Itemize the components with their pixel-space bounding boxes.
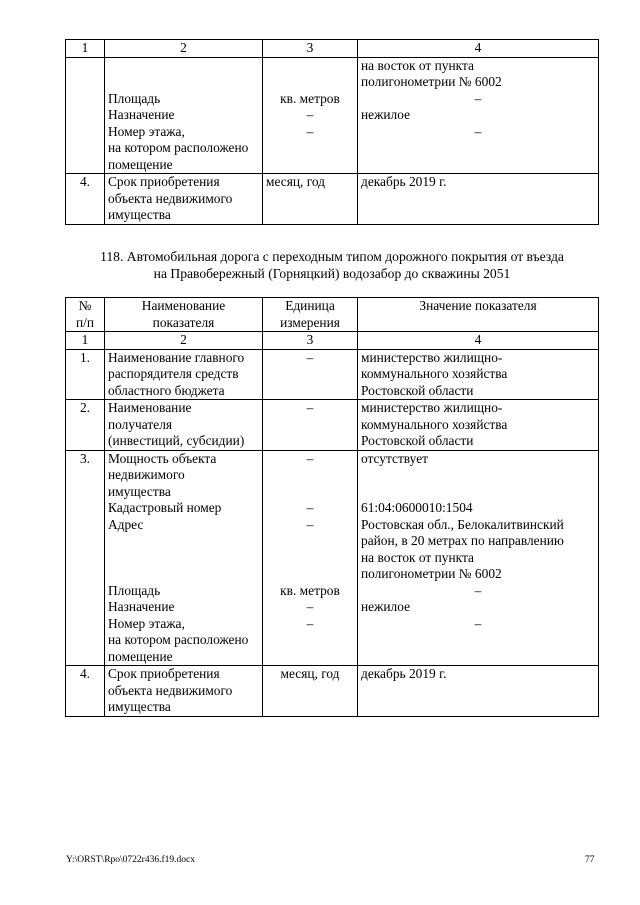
col-num-3: 3 [263,40,358,58]
cell-line: – [306,107,314,122]
cell-line: Назначение [108,599,175,614]
cell-line [266,484,354,501]
cell-line: Наименование главного [108,349,245,365]
cell-line [266,74,354,91]
cell-line: объекта недвижимого [108,190,233,206]
header-line: Единица [285,298,335,313]
cell-line: на восток от пункта [361,549,474,565]
cell-line: Срок приобретения [108,174,220,189]
header-value [358,298,599,332]
cell-line: имущества [108,483,171,499]
table-header-numbers-row [66,40,599,58]
cell-line [266,140,354,157]
cell-line: – [306,599,314,614]
cell-line: Назначение [108,107,175,122]
cell-line: на восток от пункта [361,57,474,73]
cell-line: – [306,349,314,365]
indicators-table [65,297,599,717]
cell-line: полигонометрии № 6002 [361,74,502,89]
cell-line [108,566,259,583]
cell-line: – [306,450,314,466]
cell-line [108,58,259,75]
cell-line [266,649,354,666]
cell-line: – [306,516,314,532]
header-line: п/п [75,314,95,330]
table-body [66,349,599,716]
unit-cell [263,666,358,717]
footer-file-path: Y:\ORST\Rpo\0722r436.f19.docx [66,855,195,865]
indicator-name-cell [105,349,263,400]
cell-line: Адрес [108,516,144,532]
table-header-numbers-row [66,332,599,350]
table-row [66,174,599,225]
cell-line: Ростовской области [361,433,474,448]
cell-line: кв. метров [280,582,340,598]
row-number-cell [66,57,105,174]
table-row [66,400,599,451]
cell-line: кв. метров [280,90,340,106]
value-cell: декабрь 2019 г. [358,174,599,225]
cell-line [108,74,259,91]
table-row [66,450,599,666]
page-number: 77 [585,855,595,865]
cell-line: район, в 20 метрах по направлению [361,533,564,548]
cell-line: полигонометрии № 6002 [361,566,502,581]
unit-cell [263,450,358,666]
cell-line: нежилое [361,599,411,614]
cell-line: областного бюджета [108,382,225,398]
indicator-name-cell [105,57,263,174]
row-number-cell: 3. [66,450,105,666]
table-header-row [66,298,599,332]
table-continued [65,39,599,225]
cell-line: – [306,400,314,415]
cell-line [361,649,595,666]
header-line: измерения [280,314,340,330]
header-unit [263,298,358,332]
cell-line: имущества [108,207,171,222]
cell-line: получателя [108,416,173,432]
unit-cell [263,400,358,451]
cell-line: Наименование [108,400,192,415]
cell-line: помещение [108,156,173,172]
value-cell [358,400,599,451]
cell-line [266,533,354,550]
cell-line [266,58,354,75]
row-number-cell: 4. [66,174,105,225]
header-num [66,298,105,332]
heading-line: 118. Автомобильная дорога с переходным типом дорожного покрытия от въезда [100,249,564,264]
unit-cell: месяц, год [263,174,358,225]
cell-line: – [474,615,482,631]
cell-line: – [474,123,482,139]
table-row [66,349,599,400]
cell-line [266,566,354,583]
cell-line: помещение [108,648,173,664]
row-number-cell: 4. [66,666,105,717]
indicator-name-cell [105,174,263,225]
cell-line: – [306,615,314,631]
value-cell [358,666,599,717]
col-num-4: 4 [358,40,599,58]
cell-line [361,484,595,501]
cell-line: Мощность объекта [108,450,217,466]
col-num-4: 4 [358,332,599,350]
unit-cell [263,57,358,174]
cell-line [266,632,354,649]
cell-line: недвижимого [108,467,185,482]
cell-line: Площадь [108,582,161,598]
cell-line [266,467,354,484]
header-line: Наименование [141,298,226,313]
value-cell [358,57,599,174]
cell-line [361,157,595,174]
heading-line: на Правобережный (Горняцкий) водозабор до скважины 2051 [153,266,511,281]
cell-line: Номер этажа, [108,615,185,631]
cell-line [361,140,595,157]
cell-line: Номер этажа, [108,123,185,139]
cell-line: 61:04:0600010:1504 [361,500,473,515]
header-line: № [78,298,92,313]
cell-line: (инвестиций, субсидии) [108,433,245,448]
cell-line: декабрь 2019 г. [361,666,447,681]
cell-line [108,550,259,567]
cell-line: министерство жилищно- [361,400,503,415]
cell-line: – [306,123,314,139]
cell-line: – [306,500,314,515]
cell-line: Ростовская обл., Белокалитвинский [361,516,564,532]
value-cell [358,450,599,666]
section-heading [66,248,598,282]
table-row [66,666,599,717]
cell-line: объекта недвижимого [108,682,233,698]
cell-line: на котором расположено [108,140,249,155]
cell-line: Площадь [108,90,161,106]
indicator-name-cell [105,400,263,451]
value-cell [358,349,599,400]
cell-line: Кадастровый номер [108,500,222,515]
cell-line: коммунального хозяйства [361,416,508,432]
row-number-cell: 2. [66,400,105,451]
cell-line: – [474,582,482,598]
cell-line: Срок приобретения [108,666,220,681]
row-number-cell: 1. [66,349,105,400]
cell-line: месяц, год [280,666,340,681]
cell-line: – [474,90,482,106]
cell-line [361,632,595,649]
col-num-1: 1 [66,40,105,58]
col-num-3: 3 [263,332,358,350]
col-num-1: 1 [66,332,105,350]
unit-cell [263,349,358,400]
cell-line [266,157,354,174]
cell-line [361,467,595,484]
indicator-name-cell [105,450,263,666]
table-row [66,57,599,174]
cell-line: коммунального хозяйства [361,366,508,381]
cell-line [266,550,354,567]
col-num-2: 2 [105,332,263,350]
cell-line: Ростовской области [361,382,474,398]
header-name [105,298,263,332]
cell-line: имущества [108,699,171,714]
cell-line: министерство жилищно- [361,349,503,365]
cell-line: на котором расположено [108,632,249,647]
header-line: Значение показателя [419,298,537,313]
header-line: показателя [152,314,215,330]
indicator-name-cell [105,666,263,717]
cell-line [108,533,259,550]
cell-line: распорядителя средств [108,366,239,381]
cell-line: отсутствует [361,450,428,466]
cell-line: нежилое [361,107,411,122]
col-num-2: 2 [105,40,263,58]
